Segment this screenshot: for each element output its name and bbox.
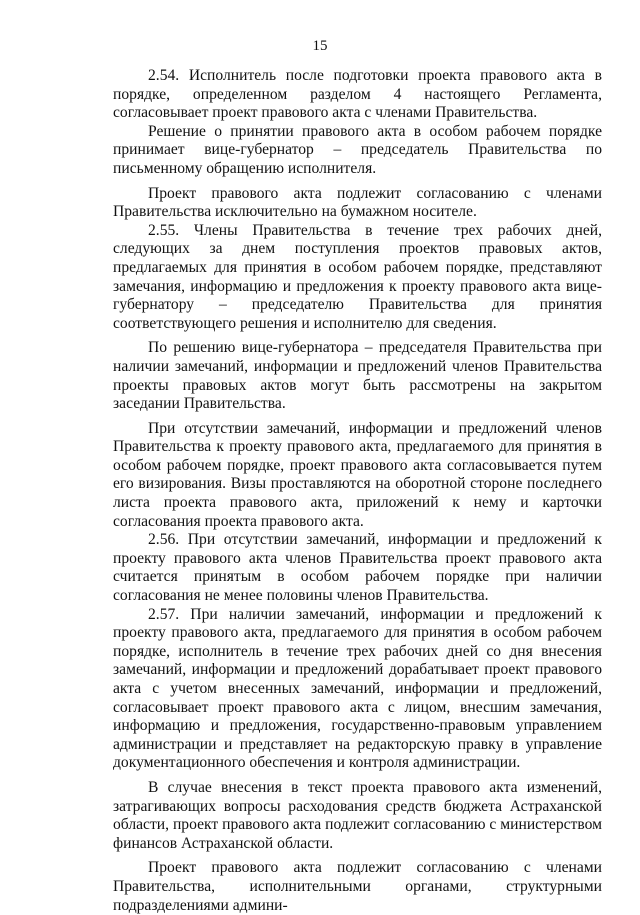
paragraph-budget-changes: В случае внесения в текст проекта правового акта изменений, затрагивающих вопросы расходования средств бюджета Астраханской области, проект правового акта подлежит согласованию с министерством финансов Астраханской области. [113,778,602,852]
paragraph-2-54: 2.54. Исполнитель после подготовки проекта правового акта в порядке, определенном разделом 4 настоящего Регламента, согласовывает проект правового акта с членами Правительства. [113,67,602,122]
paragraph-closed-meeting: По решению вице-губернатора – председателя Правительства при наличии замечаний, информации и предложений членов Правительства проекты правовых актов могут быть рассмотрены на закрытом заседании Правительства. [113,339,602,413]
paragraph-paper-approval: Проект правового акта подлежит согласованию с членами Правительства исключительно на бумажном носителе. [113,184,602,221]
paragraph-approval-bodies: Проект правового акта подлежит согласованию с членами Правительства, исполнительными органами, структурными подразделениями админи- [113,859,602,914]
page-number: 15 [312,38,328,54]
paragraph-2-57: 2.57. При наличии замечаний, информации и предложений к проекту правового акта, предлагаемого для принятия в особом рабочем порядке, исполнитель в течение трех рабочих дней со дня внесения замечаний, информации и предложений дорабатывает проект правового акта с учетом внесенных замечаний, информации и предложений, согласовывает проект правового акта с лицом, внесшим замечания, информацию и предложения, государственно-правовым управлением администрации и представляет на редакторскую правку в управление документационного обеспечения и контроля администрации. [113,605,602,772]
paragraph-2-56: 2.56. При отсутствии замечаний, информации и предложений к проекту правового акта членов Правительства проект правового акта считается принятым в особом рабочем порядке при наличии согласования не менее половины членов Правительства. [113,531,602,605]
document-body [113,67,602,915]
paragraph-visa-approval: При отсутствии замечаний, информации и предложений членов Правительства к проекту правового акта, предлагаемого для принятия в особом рабочем порядке, проект правового акта согласовывается путем его визирования. Визы проставляются на оборотной стороне последнего листа проекта правового акта, приложений к нему и карточки согласования проекта правового акта. [113,419,602,530]
paragraph-decision-special-order: Решение о принятии правового акта в особом рабочем порядке принимает вице-губернатор – председатель Правительства по письменному обращению исполнителя. [113,122,602,177]
paragraph-2-55: 2.55. Члены Правительства в течение трех рабочих дней, следующих за днем поступления проектов правовых актов, предлагаемых для принятия в особом рабочем порядке, представляют замечания, информацию и предложения к проекту правового акта вице-губернатору – председателю Правительства для принятия соответствующего решения и исполнителю для сведения. [113,221,602,332]
